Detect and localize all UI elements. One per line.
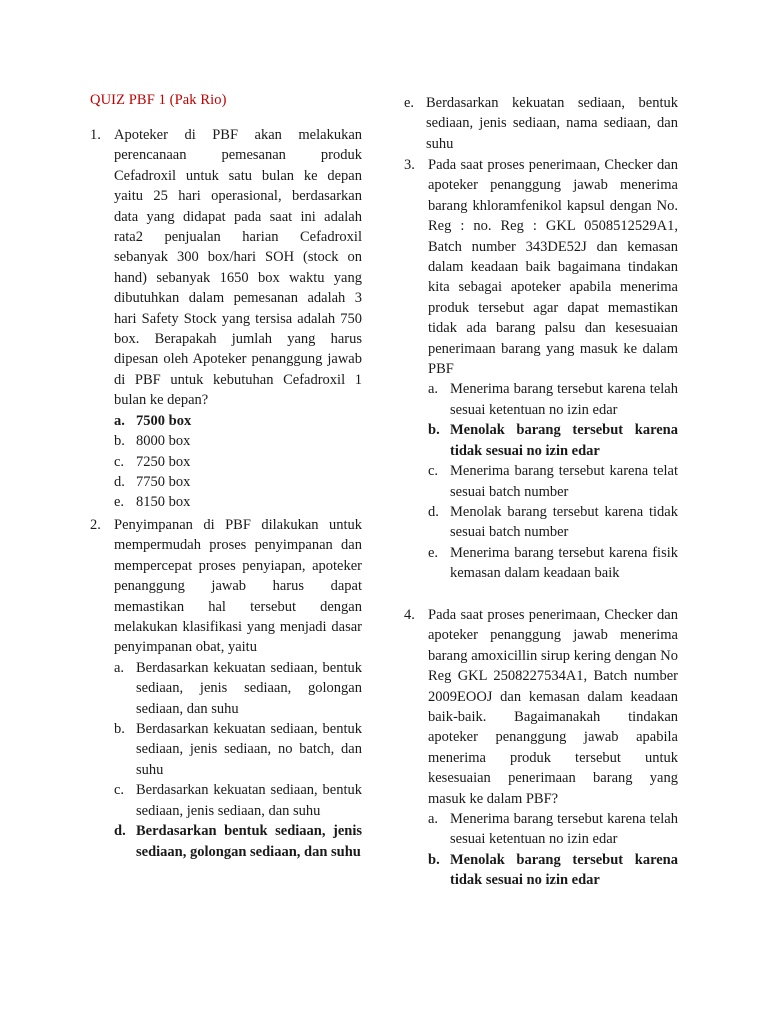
quiz-title: QUIZ PBF 1 (Pak Rio) [90,92,227,108]
question-text: Pada saat proses penerimaan, Checker dan apoteker penanggung jawab menerima barang amoxicillin sirup kering dengan No Reg GKL 2508227534A1, Batch number 2009EOOJ dan kemasan dalam keadaan baik-baik. Bagaimanakah tindakan apoteker penanggung jawab apabila menerima produk tersebut untuk kesesuaian penerimaan barang yang masuk ke dalam PBF? [428,607,678,807]
option-list [90,411,362,513]
option-d: d. 7750 box [114,473,191,490]
option-list [404,93,678,154]
option-a: a. Menerima barang tersebut karena telah sesuai ketentuan no izin edar [428,811,678,848]
question-4 [404,605,678,891]
question-number: 3. [404,157,415,173]
question-number: 1. [90,127,101,143]
option-e: e. 8150 box [114,494,191,511]
option-b: b. 8000 box [114,433,191,450]
option-e: e. Menerima barang tersebut karena fisik kemasan dalam keadaan baik [428,544,678,582]
option-b: b. Berdasarkan kekuatan sediaan, bentuk sediaan, jenis sediaan, no batch, dan suhu [114,721,362,778]
option-a-correct: a. 7500 box [114,412,192,429]
question-text: Penyimpanan di PBF dilakukan untuk mempermudah proses penyimpanan dan mempercepat proses penyiapan, apoteker penanggung jawab harus dapat memastikan hal tersebut dengan melakukan klasifikasi yang menjadi dasar penyimpanan obat, yaitu [114,517,362,656]
question-text: Apoteker di PBF akan melakukan perencanaan pemesanan produk Cefadroxil untuk satu bulan ke depan yaitu 25 hari operasional, berdasarkan data yang didapat pada saat ini adalah rata2 penjualan harian Cefadroxil sebanyak 300 box/hari SOH (stock on hand) sebanyak 1650 box waktu yang dibutuhkan dalam pemesanan adalah 3 hari Safety Stock yang tersisa adalah 750 box. Berapakah jumlah yang harus dipesan oleh Apoteker penanggung jawab di PBF untuk kebutuhan Cefadroxil 1 bulan ke depan? [114,127,362,409]
option-e: e. Berdasarkan kekuatan sediaan, bentuk sediaan, jenis sediaan, nama sediaan, dan suhu [404,95,678,152]
option-a: a. Berdasarkan kekuatan sediaan, bentuk sediaan, jenis sediaan, golongan sediaan, dan suhu [114,659,362,717]
option-c: c. Berdasarkan kekuatan sediaan, bentuk sediaan, jenis sediaan, dan suhu [114,782,362,819]
option-d: d. Menolak barang tersebut karena tidak sesuai batch number [428,503,678,541]
option-list [404,379,678,583]
option-b-correct: b. Menolak barang tersebut karena tidak sesuai no izin edar [428,851,678,889]
option-a: a. Menerima barang tersebut karena telah sesuai ketentuan no izin edar [428,381,678,418]
option-d-correct: d. Berdasarkan bentuk sediaan, jenis sediaan, golongan sediaan, dan suhu [114,823,362,860]
question-2-continued [404,93,678,154]
question-1 [90,125,362,513]
question-2 [90,515,362,862]
option-list [90,658,362,862]
question-number: 2. [90,517,101,533]
question-3 [404,155,678,584]
option-b-correct: b. Menolak barang tersebut karena tidak sesuai no izin edar [428,422,678,459]
option-c: c. 7250 box [114,453,191,470]
question-text: Pada saat proses penerimaan, Checker dan apoteker penanggung jawab menerima barang khloramfenikol kapsul dengan No. Reg : no. Reg : GKL 0508512529A1, Batch number 343DE52J dan kemasan dalam keadaan baik bagaimana tindakan kita sebagai apoteker apabila menerima produk tersebut agar dapat memastikan tidak ada barang palsu dan kesesuaian penerimaan barang yang masuk ke dalam PBF [428,157,678,378]
option-list [404,809,678,891]
question-number: 4. [404,607,415,623]
option-c: c. Menerima barang tersebut karena telat sesuai batch number [428,463,678,500]
